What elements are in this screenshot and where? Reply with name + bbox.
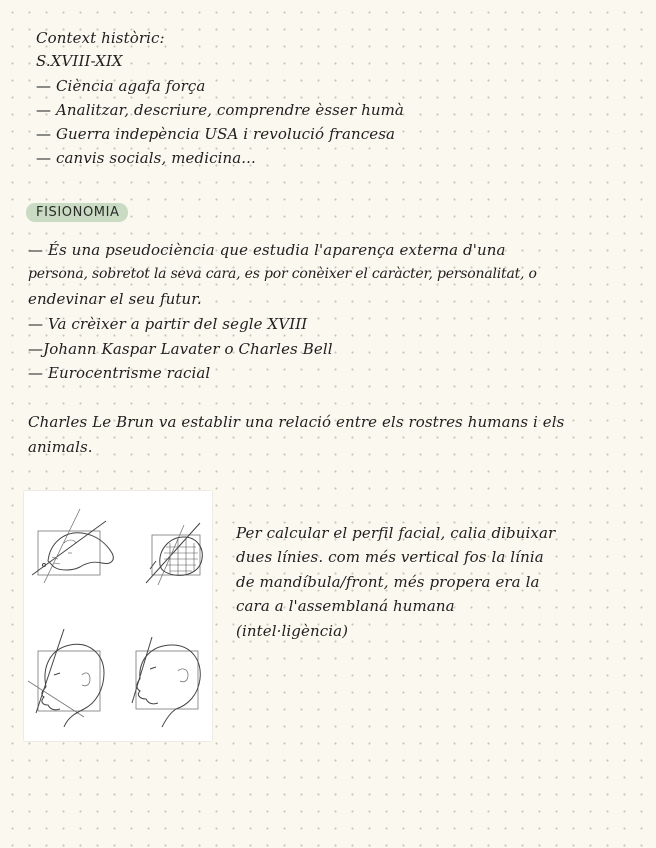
context-title: Context històric: [36, 29, 165, 47]
definition-line: endevinar el seu futur. [28, 290, 202, 308]
figure-caption-line: Per calcular el perfil facial, calia dibuixar [236, 524, 556, 542]
definition-item: —Johann Kaspar Lavater o Charles Bell [28, 340, 333, 358]
context-item: — canvis socials, medicina... [36, 149, 256, 167]
figure-caption-line: (intel·ligència) [236, 622, 349, 640]
definition-item: — Eurocentrisme racial [28, 364, 211, 382]
le-brun-line: animals. [28, 438, 93, 456]
context-item: — Guerra indepència USA i revolució francesa [36, 125, 396, 143]
definition-item: — Va crèixer a partir del segle XVIII [28, 315, 308, 333]
context-item: — Analitzar, descriure, comprendre èsser humà [36, 101, 404, 119]
facial-profile-sketch [24, 491, 212, 741]
definition-line: — És una pseudociència que estudia l'aparença externa d'una [28, 241, 506, 259]
le-brun-line: Charles Le Brun va establir una relació entre els rostres humans i els [28, 413, 565, 431]
figure-caption-line: de mandíbula/front, més propera era la [236, 573, 540, 591]
facial-profile-sketch-image [24, 491, 212, 741]
context-item: — Ciència agafa força [36, 77, 206, 95]
figure-caption-line: dues línies. com més vertical fos la línia [236, 548, 544, 566]
context-period: S.XVIII-XIX [36, 52, 123, 70]
definition-line: persona, sobretot la seva cara, es por conèixer el caràcter, personalitat, o [28, 266, 537, 282]
section-heading: FISIONOMIA [26, 203, 128, 222]
figure-caption-line: cara a l'assemblaná humana [236, 597, 455, 615]
